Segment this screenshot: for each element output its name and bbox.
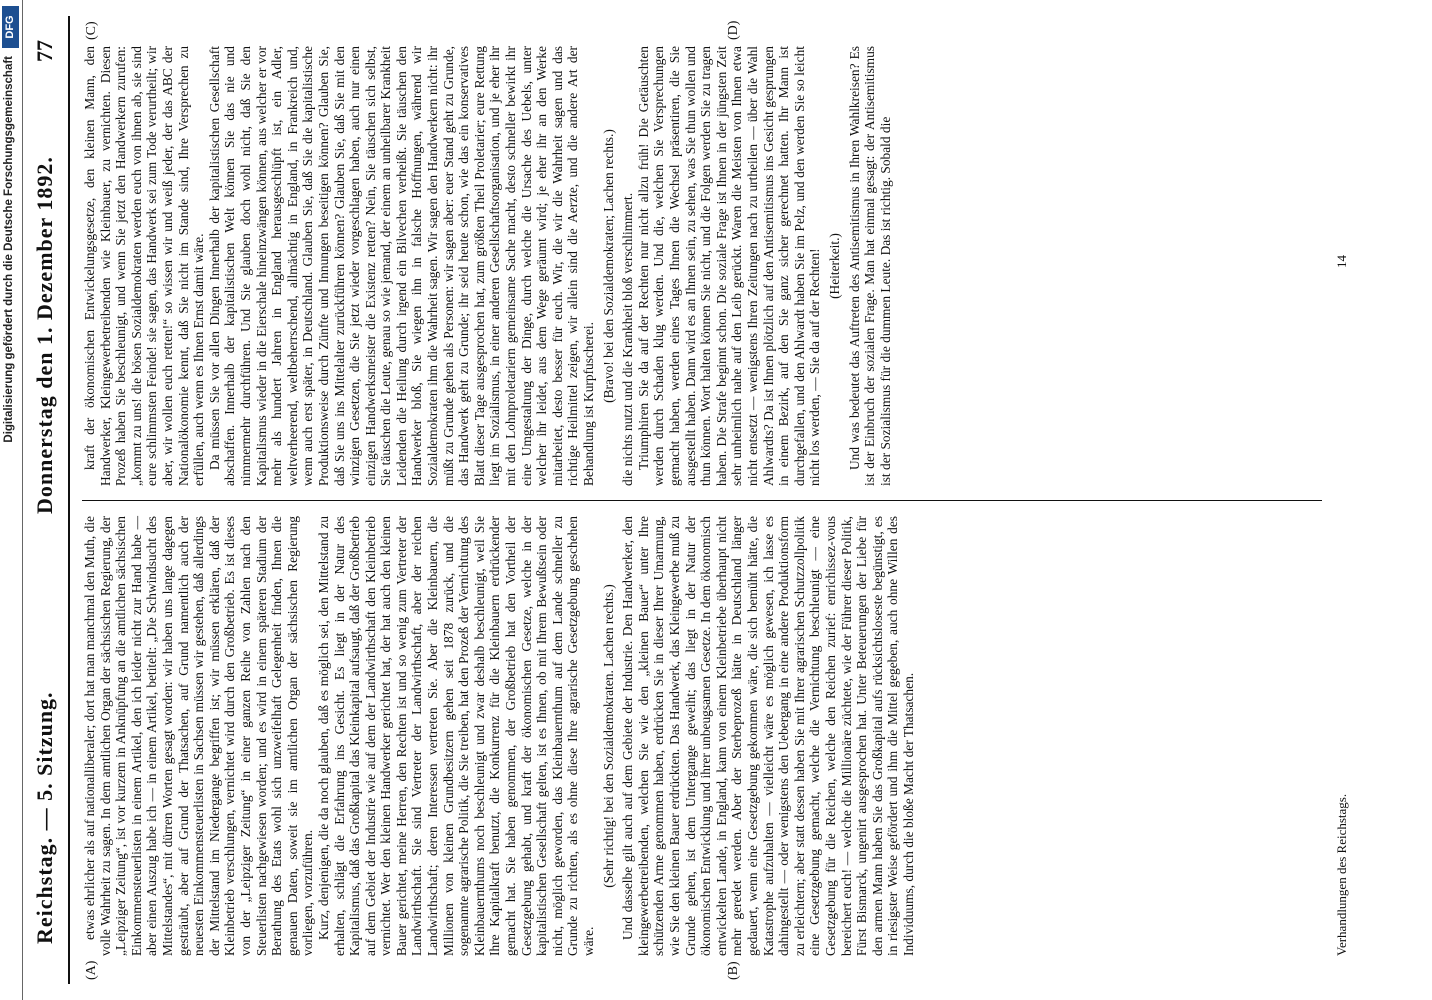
paragraph: Und dasselbe gilt auch auf dem Gebiete der Industrie. Den Handwerker, den kleingewerbetreibenden, welchen Sie wie den „kleinen Bauer“ unter Ihre schützenden Arme genommen haben, erdrücken Sie in dieser Ihrer Umarmung, wie Sie den kleinen Bauer erdrückten. Das Handwerk, das Kleingewerbe muß zu Grunde gehen, ist dem Untergange geweiht; das liegt in der Natur der ökonomischen Entwicklung und ihrer unbeugsamen Gesetze. In dem ökonomisch entwickelten Lande, in England, kann von einem Kleinbetriebe überhaupt nicht mehr geredet werden. Aber der Sterbeprozeß hätte in Deutschland länger gedauert, wenn eine Gesetzgebung gekommen wäre, die sich bemüht hätte, die Katastrophe aufzuhalten — vielleicht wäre es möglich gewesen, ich lasse es dahingestellt — oder wenigstens den Uebergang in eine andere Produktionsform zu erleichtern; aber statt dessen haben Sie mit Ihrer agrarischen Schutzzollpolitik eine Gesetzgebung gemacht, welche die Vernichtung beschleunigt — eine Gesetzgebung für die Reichen, welche den Reichen zurief: enrichissez-vous bereichert euch! — welche die Millionäre züchtete, wie der Führer dieser Politik, Fürst Bismarck, ungenirt ausgesprochen hat. Unter Beteuerungen der Liebe für den armen Mann haben Sie das Großkapital aufs rücksichtsloseste begünstigt, es in riesigster Weise gefördert und ihm die Mittel gegeben, auch ohne Willen des Individuums, durch die bloße Macht der Thatsachen. (620, 516, 916, 956)
footer-source: Verhandlungen des Reichstags. (1334, 793, 1349, 956)
running-head-left: Reichstag. — 5. Sitzung. (32, 691, 57, 944)
paragraph: Kurz, denjenigen, die da noch glauben, daß es möglich sei, den Mittelstand zu erhalten, schlägt die Erfahrung ins Gesicht. Es liegt in der Natur des Kapitalismus, daß das Großkapital das Kleinkapital aufsaugt, daß der Großbetrieb auf dem Gebiet der Industrie wie auf dem der Landwirthschaft den Kleinbetrieb vernichtet. Wer den kleinen Handwerker gerichtet hat, der hat auch den kleinen Bauer gerichtet, meine Herren, den Rechten ist und so wenig zum Vertreter der Landwirthschaft. Sie sind Vertreter der Landwirthschaft, aber der reichen Landwirthschaft; deren Interessen vertreten Sie. Aber die Kleinbauern, die Millionen von kleinen Grundbesitzern gehen seit 1878 zurück, und die sogenannte agrarische Politik, die Sie treiben, hat den Prozeß der Vernichtung des Kleinbauernthums noch beschleunigt und zwar deshalb beschleunigt, weil Sie Ihre Kapitalkraft benutzt, die Konkurrenz für die Kleinbauern erdrückender gemacht hat. Sie haben genommen, der Großbetrieb hat den Vortheil der Gesetzgebung gehabt, und kraft der ökonomischen Gesetze, welche in der kapitalistischen Gesellschaft gelten, ist es Ihnen, ob mit Ihrem Bewußtsein oder nicht, möglich geworden, das Kleinbauernthum auf dem Lande schneller zu Grunde zu richten, als es ohne diese Ihre agrarische Gesetzgebung geschehen wäre. (315, 516, 596, 956)
stage-direction: (Sehr richtig! bei den Sozialdemokraten. Lachen rechts.) (600, 584, 616, 888)
page-frame (0, 16, 1432, 984)
paragraph: kraft der ökonomischen Entwickelungsgesetze, den kleinen Mann, den Handwerker, Kleingewerbetreibenden wie Kleinbauer, zu vernichten. Diesen Prozeß haben Sie beschleunigt, und wenn Sie jetzt den Handwerkern zurufen: „kommt zu uns! die bösen Sozialdemokraten werden euch von ihnen ab, sie sind eure schlimmsten Feinde! sie sagen, das Handwerk sei zum Tode verurtheilt; wir aber, wir wollen euch retten!“ so wissen wir und weiß jeder, der das ABC der Nationalökonomie kennt, daß Sie nicht im Stande sind, Ihre Versprechen zu erfüllen, auch wenn es Ihnen Ernst damit wäre. (82, 46, 207, 486)
paragraph: Da müssen Sie vor allen Dingen Innerhalb der kapitalistischen Gesellschaft abschaffen. Innerhalb der kapitalistischen Welt können Sie das nie und nimmermehr durchführen. Und Sie glauben doch wohl nicht, daß Sie den Kapitalismus wieder in die Eierschale hineinzwängen können, aus welcher er vor mehr als hundert Jahren in England herausgeschlüpft ist, ein Adler, weltverheerend, weltbeherrschend, allmächtig in England, in Frankreich und, wenn auch erst später, in Deutschland. Glauben Sie, daß Sie die kapitalistische Produktionsweise durch Zünfte und Innungen beseitigen können? Glauben Sie, daß Sie uns ins Mittelalter zurückführen können? Glauben Sie, daß Sie mit den winzigen Gesetzen, die Sie jetzt wieder vorgeschlagen haben, auch nur einen einzigen Handwerksmeister die Existenz retten? Nein, Sie täuschen sich selbst, Sie täuschen die Leute, genau so wie jemand, der einem an unheilbarer Krankheit Leidenden die Heilung durch irgend ein Bilvechen verheißt. Sie täuschen den Handwerker bloß, Sie wiegen ihn in falsche Hoffnungen, während wir Sozialdemokraten ihm die Wahrheit sagen. Wir sagen den Handwerkern nicht: ihr müßt zu Grunde gehen als Personen: wir sagen aber: euer Stand geht zu Grunde, das Handwerk geht zu Grunde; ihr seid heute schon, wie das ein konservatives Blatt dieser Tage ausgesprochen hat, zum größten Theil Proletarier; eure Rettung liegt im Sozialismus, in einer anderen Gesellschaftsorganisation, und je eher ihr mit den Lohnproletariern gemeinsame Sache macht, desto schneller bewirkt ihr eine Umgestaltung der Dinge, durch welche die Ursache des Uebels, unter welcher ihr leidet, aus dem Wege geräumt wird; je eher ihr an den Werke mitarbeitet, desto besser für euch. Wir, die wir die Wahrheit sagen und das richtige Heilmittel zeigen, wir allein sind die Aerzte, und die andere Art der Behandlung ist Kurpfuscherei. (206, 46, 596, 486)
margin-mark-c: (C) (84, 21, 99, 40)
left-column (82, 516, 916, 956)
paragraph: die nichts nutzt und die Krankheit bloß verschlimmert. (620, 192, 636, 486)
page-number: 77 (32, 40, 57, 62)
column-divider (82, 500, 1322, 501)
margin-mark-b: (B) (726, 961, 741, 980)
digitization-credit: Digitalisierung gefördert durch die Deutsche Forschungsgemeinschaft (3, 56, 15, 443)
margin-mark-a: (A) (84, 960, 99, 980)
stage-direction: (Heiterkeit.) (826, 233, 842, 299)
running-head-date: Donnerstag den 1. Dezember 1892. (32, 156, 57, 514)
margin-mark-d: (D) (726, 20, 741, 40)
running-head (24, 16, 70, 984)
signature-number: 14 (1334, 255, 1349, 268)
paragraph: etwas ehrlicher als auf nationalliberaler; dort hat man manchmal den Muth, die volle Wahrheit zu sagen. In dem amtlichen Organ der sächsischen Regierung, der „Leipziger Zeitung“, ist vor kurzem in Anknüpfung an die amtlichen sächsischen Einkommensteuerlisten in einem Artikel, den ich leider nicht zur Hand habe — aber einen Auszug habe ich — in einem Artikel, betitelt: „Die Schwindsucht des Mittelstandes“, mit dürren Worten gesagt worden: wir haben uns lange dagegen gesträubt, aber auf Grund der Thatsachen, auf Grund namentlich auch der neuesten Einkommensteuerlisten in Sachsen müssen wir gestehen, daß allerdings der Mittelstand im Niedergange begriffen ist; wir müssen erklären, daß der Kleinbetrieb verschlungen, vernichtet wird durch den Großbetrieb. Es ist dieses von der „Leipziger Zeitung“ in einer ganzen Reihe von Zahlen nach den Steuerlisten nachgewiesen worden; und es wird in einem späteren Stadium der Berathung des Etats wohl sich unzweifelhaft Gelegenheit finden, Ihnen die genauen Daten, soweit sie im amtlichen Organ der sächsischen Regierung vorliegen, vorzuführen. (82, 516, 316, 956)
right-column (82, 46, 893, 486)
stage-direction: (Bravo! bei den Sozialdemokraten; Lachen rechts.) (600, 129, 616, 403)
paragraph: Und was bedeutet das Auftreten des Antisemitismus in Ihren Wahlkreisen? Es ist der Einbruch der sozialen Frage. Man hat einmal gesagt: der Antisemitismus ist der Sozialismus für die dummen Leute. Das ist richtig. Sobald die (846, 46, 893, 486)
dfg-logo: DFG (2, 6, 19, 48)
paragraph: Triumphiren Sie da auf der Rechten nur nicht allzu früh! Die Getäuschten werden durch Schaden klug werden. Und die, welchen Sie Versprechungen gemacht haben, werden eines Tages Ihnen die Wechsel präsentiren, die Sie ausgestellt haben. Dann wird es an Ihnen sein, zu sehen, was Sie thun wollen und thun können. Wort halten können Sie nicht, und die Folgen werden Sie zu tragen haben. Die Strafe beginnt schon. Die soziale Frage ist Ihnen in der jüngsten Zeit sehr unheimlich nahe auf den Leib gerückt. Waren die Meisten von Ihnen etwa nicht entsetzt — wenigstens Ihren Zeitungen nach zu urtheilen — über die Wahl Ahlwardts? Da ist Ihnen plötzlich auf den Antisemitismus ins Gesicht gesprungen in einem Bezirk, auf den Sie ganz sicher gerechnet hatten. Ihr Mann ist durchgefallen, und den Ahlwardt haben Sie im Pelz, und den werden Sie so leicht nicht los werden, — Sie da auf der Rechten! (635, 46, 823, 486)
